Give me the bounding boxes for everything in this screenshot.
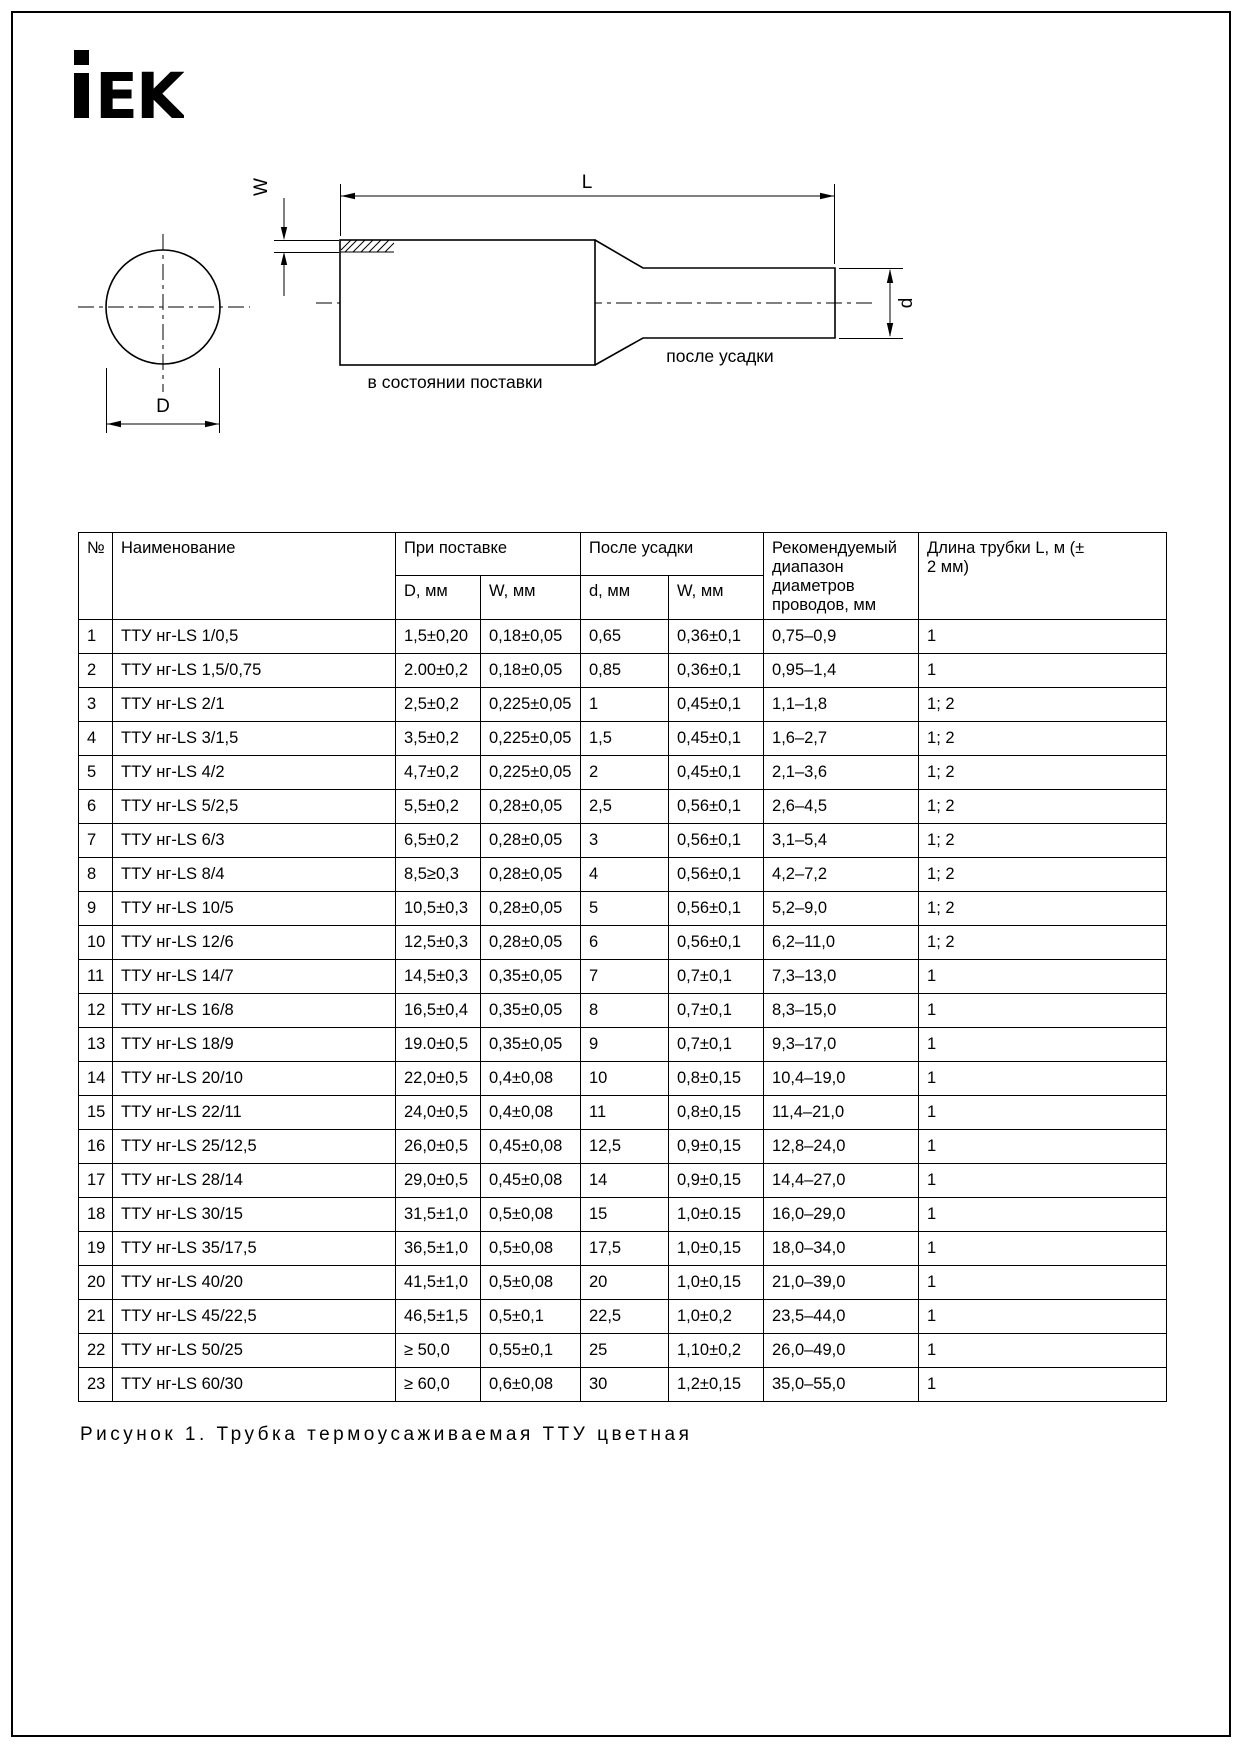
figure-caption: Рисунок 1. Трубка термоусаживаемая ТТУ цветная (80, 1424, 693, 1445)
cell-delivery-d: 2.00±0,2 (396, 653, 481, 687)
cell-shrink-d: 8 (581, 993, 669, 1027)
col-header-shrink-d: d, мм (581, 576, 669, 619)
cell-num: 7 (79, 823, 113, 857)
cell-delivery-w: 0,28±0,05 (481, 891, 581, 925)
arrowhead (341, 193, 355, 199)
cell-wire-range: 0,95–1,4 (764, 653, 919, 687)
cell-shrink-w: 0,56±0,1 (669, 925, 764, 959)
table-row (79, 1231, 1167, 1265)
cell-delivery-d: 3,5±0,2 (396, 721, 481, 755)
cell-name: ТТУ нг-LS 50/25 (113, 1333, 396, 1367)
cell-num: 11 (79, 959, 113, 993)
cell-shrink-d: 5 (581, 891, 669, 925)
cell-shrink-d: 6 (581, 925, 669, 959)
cell-name: ТТУ нг-LS 22/11 (113, 1095, 396, 1129)
cell-length: 1 (919, 1095, 1167, 1129)
cell-num: 10 (79, 925, 113, 959)
cell-delivery-w: 0,5±0,08 (481, 1265, 581, 1299)
cell-shrink-w: 0,56±0,1 (669, 823, 764, 857)
cell-delivery-w: 0,28±0,05 (481, 823, 581, 857)
cell-shrink-w: 0,45±0,1 (669, 721, 764, 755)
table-row (79, 1095, 1167, 1129)
table-row (79, 721, 1167, 755)
cell-length: 1; 2 (919, 789, 1167, 823)
col-header-name: Наименование (113, 533, 396, 620)
cell-length: 1 (919, 1197, 1167, 1231)
cell-wire-range: 3,1–5,4 (764, 823, 919, 857)
cell-length: 1; 2 (919, 721, 1167, 755)
cell-wire-range: 5,2–9,0 (764, 891, 919, 925)
cell-num: 3 (79, 687, 113, 721)
technical-drawing (60, 140, 940, 470)
table-row (79, 789, 1167, 823)
cell-name: ТТУ нг-LS 12/6 (113, 925, 396, 959)
cell-length: 1 (919, 993, 1167, 1027)
cell-shrink-d: 2,5 (581, 789, 669, 823)
cell-delivery-d: ≥ 50,0 (396, 1333, 481, 1367)
cell-shrink-w: 1,0±0,15 (669, 1265, 764, 1299)
cell-delivery-d: 16,5±0,4 (396, 993, 481, 1027)
cell-shrink-w: 0,8±0,15 (669, 1095, 764, 1129)
cell-shrink-w: 0,7±0,1 (669, 1027, 764, 1061)
cell-delivery-w: 0,6±0,08 (481, 1367, 581, 1401)
cell-length: 1 (919, 959, 1167, 993)
cell-name: ТТУ нг-LS 4/2 (113, 755, 396, 789)
arrowhead (281, 252, 287, 265)
cell-shrink-w: 0,7±0,1 (669, 993, 764, 1027)
cell-shrink-w: 0,45±0,1 (669, 687, 764, 721)
dim-label-D: D (156, 396, 170, 417)
cell-num: 22 (79, 1333, 113, 1367)
cell-num: 6 (79, 789, 113, 823)
cell-delivery-w: 0,28±0,05 (481, 789, 581, 823)
cell-delivery-d: ≥ 60,0 (396, 1367, 481, 1401)
cell-shrink-d: 11 (581, 1095, 669, 1129)
cell-name: ТТУ нг-LS 60/30 (113, 1367, 396, 1401)
cell-wire-range: 7,3–13,0 (764, 959, 919, 993)
cell-wire-range: 1,6–2,7 (764, 721, 919, 755)
cell-delivery-d: 4,7±0,2 (396, 755, 481, 789)
cell-shrink-w: 0,36±0,1 (669, 653, 764, 687)
col-header-length (919, 533, 1167, 620)
cell-shrink-d: 15 (581, 1197, 669, 1231)
cell-shrink-d: 10 (581, 1061, 669, 1095)
col-header-after-shrink: После усадки (581, 533, 764, 576)
cell-delivery-w: 0,225±0,05 (481, 721, 581, 755)
table-row (79, 1027, 1167, 1061)
table-row (79, 653, 1167, 687)
col-header-delivery-d: D, мм (396, 576, 481, 619)
cell-shrink-d: 9 (581, 1027, 669, 1061)
cell-shrink-w: 0,56±0,1 (669, 891, 764, 925)
cell-shrink-d: 0,65 (581, 619, 669, 653)
cell-delivery-d: 31,5±1,0 (396, 1197, 481, 1231)
cell-length: 1 (919, 1061, 1167, 1095)
table-row (79, 1163, 1167, 1197)
cell-shrink-w: 0,9±0,15 (669, 1163, 764, 1197)
col-header-at-delivery: При поставке (396, 533, 581, 576)
table-row (79, 1265, 1167, 1299)
cell-length: 1 (919, 1367, 1167, 1401)
cell-length: 1; 2 (919, 925, 1167, 959)
cell-delivery-d: 2,5±0,2 (396, 687, 481, 721)
cell-name: ТТУ нг-LS 40/20 (113, 1265, 396, 1299)
cell-wire-range: 2,6–4,5 (764, 789, 919, 823)
cell-num: 4 (79, 721, 113, 755)
cell-name: ТТУ нг-LS 14/7 (113, 959, 396, 993)
cell-delivery-w: 0,4±0,08 (481, 1061, 581, 1095)
arrowhead (887, 323, 893, 337)
cell-delivery-w: 0,28±0,05 (481, 925, 581, 959)
cell-delivery-w: 0,225±0,05 (481, 687, 581, 721)
label-supply-state: в состоянии поставки (367, 372, 543, 392)
arrowhead (887, 269, 893, 283)
cell-shrink-d: 12,5 (581, 1129, 669, 1163)
cell-length: 1; 2 (919, 891, 1167, 925)
cell-delivery-d: 12,5±0,3 (396, 925, 481, 959)
cell-num: 23 (79, 1367, 113, 1401)
cell-length: 1; 2 (919, 687, 1167, 721)
cell-length: 1; 2 (919, 857, 1167, 891)
cell-num: 20 (79, 1265, 113, 1299)
cell-num: 19 (79, 1231, 113, 1265)
cell-num: 8 (79, 857, 113, 891)
cell-delivery-w: 0,18±0,05 (481, 619, 581, 653)
cell-name: ТТУ нг-LS 2/1 (113, 687, 396, 721)
cell-num: 9 (79, 891, 113, 925)
cell-name: ТТУ нг-LS 5/2,5 (113, 789, 396, 823)
cell-delivery-w: 0,28±0,05 (481, 857, 581, 891)
table-row (79, 959, 1167, 993)
cell-shrink-w: 1,2±0,15 (669, 1367, 764, 1401)
cell-length: 1 (919, 653, 1167, 687)
dim-label-d: d (896, 297, 917, 309)
logo-i-stem (74, 73, 89, 118)
cell-name: ТТУ нг-LS 3/1,5 (113, 721, 396, 755)
cell-shrink-d: 20 (581, 1265, 669, 1299)
cell-wire-range: 2,1–3,6 (764, 755, 919, 789)
cell-delivery-d: 14,5±0,3 (396, 959, 481, 993)
cell-name: ТТУ нг-LS 35/17,5 (113, 1231, 396, 1265)
spec-table (78, 532, 1167, 1402)
cell-delivery-d: 6,5±0,2 (396, 823, 481, 857)
table-row (79, 857, 1167, 891)
cell-shrink-d: 25 (581, 1333, 669, 1367)
cell-shrink-d: 3 (581, 823, 669, 857)
cell-name: ТТУ нг-LS 20/10 (113, 1061, 396, 1095)
cell-num: 16 (79, 1129, 113, 1163)
cell-num: 13 (79, 1027, 113, 1061)
cell-name: ТТУ нг-LS 1/0,5 (113, 619, 396, 653)
cell-wire-range: 16,0–29,0 (764, 1197, 919, 1231)
cell-delivery-d: 41,5±1,0 (396, 1265, 481, 1299)
cell-shrink-w: 0,8±0,15 (669, 1061, 764, 1095)
cell-name: ТТУ нг-LS 28/14 (113, 1163, 396, 1197)
cell-shrink-w: 0,9±0,15 (669, 1129, 764, 1163)
cell-num: 17 (79, 1163, 113, 1197)
cell-shrink-w: 1,10±0,2 (669, 1333, 764, 1367)
cell-wire-range: 21,0–39,0 (764, 1265, 919, 1299)
cell-num: 15 (79, 1095, 113, 1129)
arrowhead (281, 227, 287, 240)
dim-label-L: L (581, 172, 593, 193)
table-row (79, 1197, 1167, 1231)
cell-num: 1 (79, 619, 113, 653)
cell-name: ТТУ нг-LS 16/8 (113, 993, 396, 1027)
table-row (79, 1129, 1167, 1163)
table-row (79, 755, 1167, 789)
table-row (79, 993, 1167, 1027)
arrowhead (205, 421, 219, 427)
cell-wire-range: 11,4–21,0 (764, 1095, 919, 1129)
cell-name: ТТУ нг-LS 30/15 (113, 1197, 396, 1231)
table-row (79, 925, 1167, 959)
table-body (79, 619, 1167, 1401)
cell-shrink-w: 0,7±0,1 (669, 959, 764, 993)
cell-delivery-w: 0,5±0,08 (481, 1197, 581, 1231)
cell-wire-range: 9,3–17,0 (764, 1027, 919, 1061)
cell-delivery-w: 0,225±0,05 (481, 755, 581, 789)
cell-delivery-w: 0,45±0,08 (481, 1129, 581, 1163)
cell-delivery-d: 8,5≥0,3 (396, 857, 481, 891)
logo-i-dot (74, 50, 89, 65)
cell-name: ТТУ нг-LS 10/5 (113, 891, 396, 925)
cell-delivery-d: 26,0±0,5 (396, 1129, 481, 1163)
cell-delivery-w: 0,35±0,05 (481, 993, 581, 1027)
cell-delivery-d: 46,5±1,5 (396, 1299, 481, 1333)
table-row (79, 1367, 1167, 1401)
col-header-wire-range: Рекомендуемый диапазон диаметров проводов, мм (764, 533, 919, 620)
cell-delivery-w: 0,45±0,08 (481, 1163, 581, 1197)
cell-length: 1 (919, 1299, 1167, 1333)
cell-shrink-w: 1,0±0,15 (669, 1231, 764, 1265)
cell-shrink-w: 0,45±0,1 (669, 755, 764, 789)
cell-num: 12 (79, 993, 113, 1027)
cell-wire-range: 12,8–24,0 (764, 1129, 919, 1163)
cell-name: ТТУ нг-LS 18/9 (113, 1027, 396, 1061)
tube-before-shrink (340, 240, 595, 365)
cell-delivery-w: 0,18±0,05 (481, 653, 581, 687)
cell-wire-range: 18,0–34,0 (764, 1231, 919, 1265)
col-header-delivery-w: W, мм (481, 576, 581, 619)
cell-delivery-d: 5,5±0,2 (396, 789, 481, 823)
cell-shrink-d: 2 (581, 755, 669, 789)
cell-length: 1 (919, 1231, 1167, 1265)
label-after-shrink: после усадки (666, 346, 774, 366)
cell-delivery-w: 0,5±0,08 (481, 1231, 581, 1265)
cell-length: 1 (919, 1129, 1167, 1163)
cell-shrink-d: 0,85 (581, 653, 669, 687)
cell-shrink-w: 1,0±0,2 (669, 1299, 764, 1333)
cell-delivery-w: 0,35±0,05 (481, 959, 581, 993)
cell-delivery-d: 1,5±0,20 (396, 619, 481, 653)
cell-shrink-d: 7 (581, 959, 669, 993)
logo-letters: EK (95, 60, 183, 118)
cell-delivery-w: 0,5±0,1 (481, 1299, 581, 1333)
cell-wire-range: 4,2–7,2 (764, 857, 919, 891)
cell-name: ТТУ нг-LS 45/22,5 (113, 1299, 396, 1333)
cell-shrink-d: 4 (581, 857, 669, 891)
cell-num: 14 (79, 1061, 113, 1095)
cell-length: 1; 2 (919, 823, 1167, 857)
table-row (79, 1061, 1167, 1095)
cell-wire-range: 10,4–19,0 (764, 1061, 919, 1095)
table-row (79, 1333, 1167, 1367)
dim-label-W: W (251, 178, 272, 196)
cell-length: 1 (919, 1027, 1167, 1061)
cell-delivery-d: 19.0±0,5 (396, 1027, 481, 1061)
cell-delivery-w: 0,4±0,08 (481, 1095, 581, 1129)
cell-num: 21 (79, 1299, 113, 1333)
col-header-length-text: Длина трубки L, м (± 2 мм) (927, 539, 1085, 576)
cell-shrink-w: 0,56±0,1 (669, 789, 764, 823)
iek-logo (74, 50, 184, 118)
cell-delivery-d: 10,5±0,3 (396, 891, 481, 925)
cell-wire-range: 23,5–44,0 (764, 1299, 919, 1333)
cell-delivery-d: 29,0±0,5 (396, 1163, 481, 1197)
col-header-num: № (79, 533, 113, 620)
cell-shrink-d: 22,5 (581, 1299, 669, 1333)
table-row (79, 823, 1167, 857)
table-row (79, 687, 1167, 721)
cell-length: 1; 2 (919, 755, 1167, 789)
cell-num: 18 (79, 1197, 113, 1231)
cell-delivery-d: 36,5±1,0 (396, 1231, 481, 1265)
cell-wire-range: 6,2–11,0 (764, 925, 919, 959)
table-row (79, 619, 1167, 653)
cell-name: ТТУ нг-LS 6/3 (113, 823, 396, 857)
table-row (79, 1299, 1167, 1333)
table-row (79, 891, 1167, 925)
cell-shrink-d: 30 (581, 1367, 669, 1401)
cell-length: 1 (919, 1333, 1167, 1367)
cell-delivery-w: 0,35±0,05 (481, 1027, 581, 1061)
cell-shrink-d: 17,5 (581, 1231, 669, 1265)
cell-num: 2 (79, 653, 113, 687)
cell-shrink-d: 1 (581, 687, 669, 721)
arrowhead (107, 421, 121, 427)
cell-wire-range: 26,0–49,0 (764, 1333, 919, 1367)
cell-delivery-w: 0,55±0,1 (481, 1333, 581, 1367)
cell-wire-range: 14,4–27,0 (764, 1163, 919, 1197)
cell-shrink-w: 0,36±0,1 (669, 619, 764, 653)
arrowhead (820, 193, 834, 199)
cell-name: ТТУ нг-LS 8/4 (113, 857, 396, 891)
cell-name: ТТУ нг-LS 1,5/0,75 (113, 653, 396, 687)
cell-name: ТТУ нг-LS 25/12,5 (113, 1129, 396, 1163)
cell-shrink-d: 14 (581, 1163, 669, 1197)
cell-wire-range: 1,1–1,8 (764, 687, 919, 721)
cell-delivery-d: 22,0±0,5 (396, 1061, 481, 1095)
cell-shrink-w: 1,0±0.15 (669, 1197, 764, 1231)
col-header-shrink-w: W, мм (669, 576, 764, 619)
cell-shrink-w: 0,56±0,1 (669, 857, 764, 891)
cell-num: 5 (79, 755, 113, 789)
cell-length: 1 (919, 619, 1167, 653)
cell-shrink-d: 1,5 (581, 721, 669, 755)
cell-length: 1 (919, 1163, 1167, 1197)
cell-wire-range: 0,75–0,9 (764, 619, 919, 653)
cell-wire-range: 35,0–55,0 (764, 1367, 919, 1401)
cell-delivery-d: 24,0±0,5 (396, 1095, 481, 1129)
cell-length: 1 (919, 1265, 1167, 1299)
header-row-groups (79, 533, 1167, 576)
cell-wire-range: 8,3–15,0 (764, 993, 919, 1027)
